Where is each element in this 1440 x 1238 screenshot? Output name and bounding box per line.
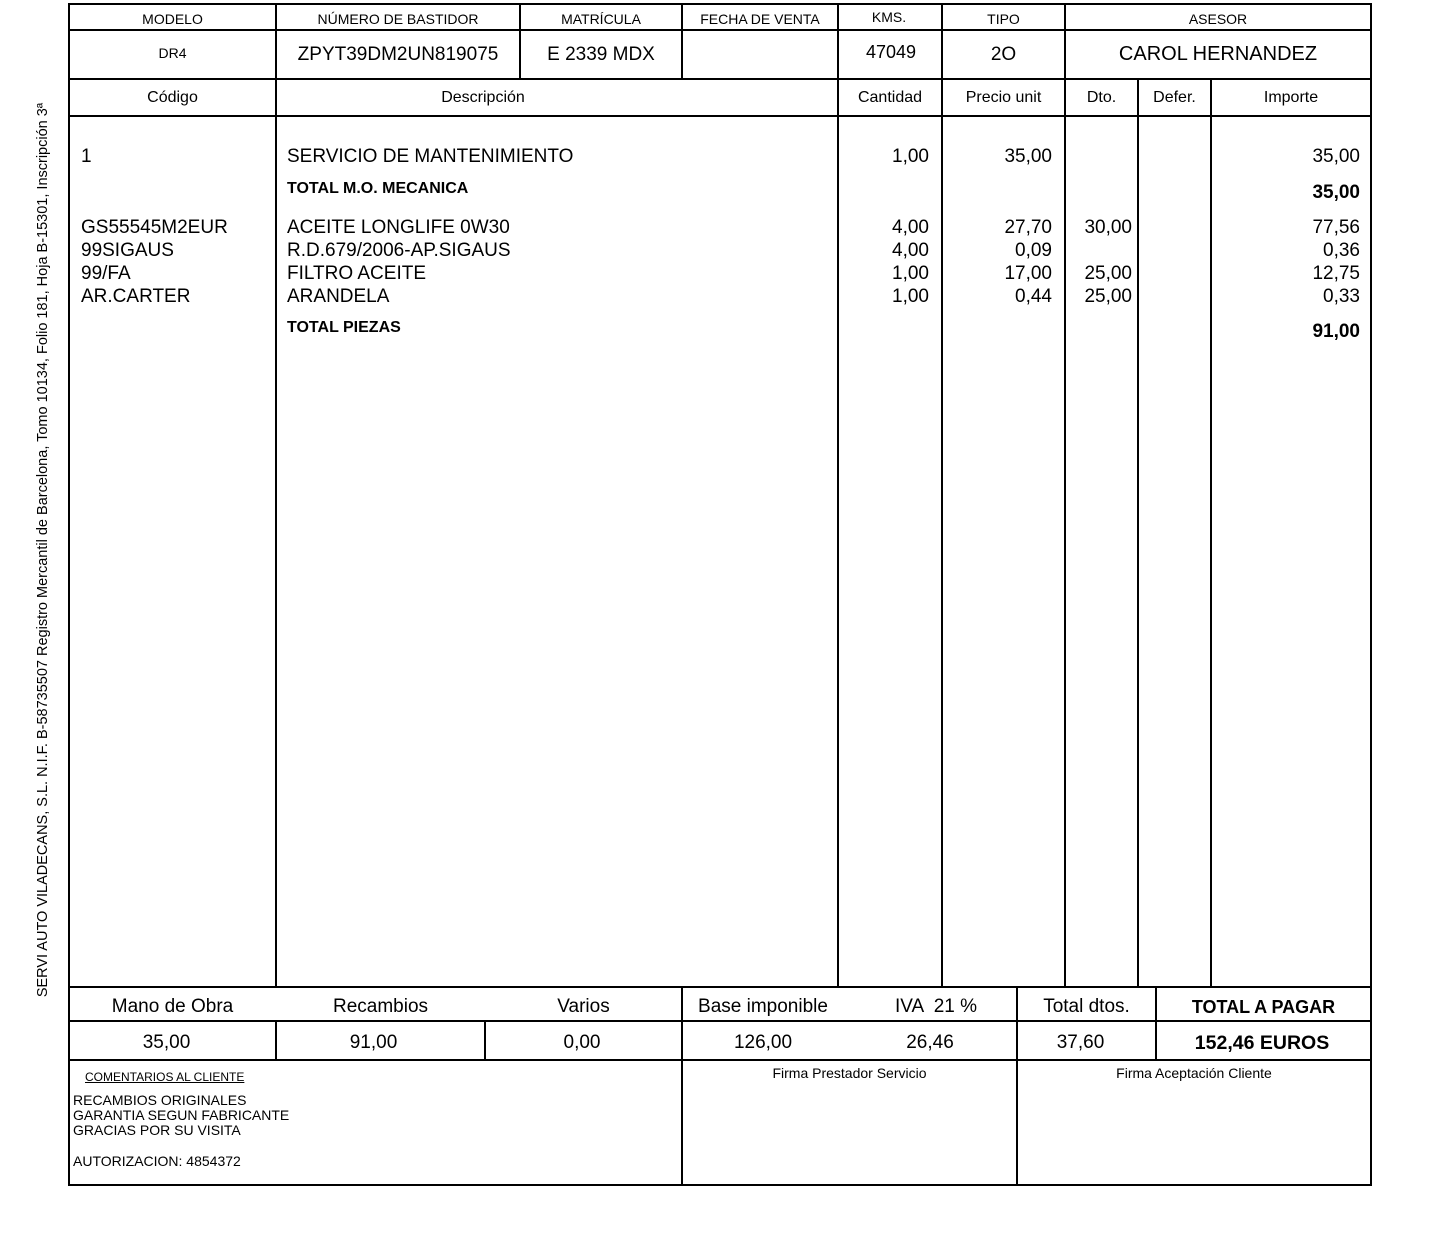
- line-descripcion: FILTRO ACEITE: [287, 263, 427, 284]
- total-dtos-value: 37,60: [1056, 1032, 1105, 1053]
- line-descripcion: SERVICIO DE MANTENIMIENTO: [287, 146, 574, 167]
- line-cantidad: 1,00: [892, 263, 929, 284]
- tipo-header: TIPO: [987, 11, 1020, 27]
- varios-header: Varios: [557, 996, 610, 1017]
- recambios-header: Recambios: [332, 996, 429, 1017]
- line-importe: 35,00: [1312, 146, 1360, 167]
- line-dto: 25,00: [1084, 263, 1132, 284]
- line-descripcion: R.D.679/2006-AP.SIGAUS: [287, 240, 511, 261]
- comment-line: RECAMBIOS ORIGINALES: [73, 1092, 247, 1108]
- iva-header: IVA 21 %: [894, 996, 978, 1017]
- line-precio: 27,70: [1004, 217, 1052, 238]
- labor-total-value: 35,00: [1312, 182, 1360, 203]
- fecha-venta-header: FECHA DE VENTA: [700, 11, 820, 27]
- line-codigo: 99SIGAUS: [81, 240, 174, 261]
- line-codigo: AR.CARTER: [81, 286, 191, 307]
- line-codigo: 99/FA: [81, 263, 131, 284]
- authorization-code: AUTORIZACION: 4854372: [73, 1153, 241, 1169]
- base-imponible-header: Base imponible: [698, 996, 828, 1017]
- line-descripcion: ACEITE LONGLIFE 0W30: [287, 217, 510, 238]
- comments-list: [73, 1093, 289, 1138]
- base-imponible-value: 126,00: [733, 1032, 793, 1053]
- kms-value: 47049: [865, 42, 917, 62]
- firma-prestador-label: Firma Prestador Servicio: [772, 1065, 927, 1081]
- tipo-value: 2O: [990, 44, 1017, 65]
- cantidad-header: Cantidad: [857, 89, 923, 106]
- mano-obra-header: Mano de Obra: [111, 996, 234, 1017]
- line-precio: 0,44: [1015, 286, 1052, 307]
- firma-cliente-label: Firma Aceptación Cliente: [1116, 1065, 1272, 1081]
- matricula-header: MATRÍCULA: [561, 11, 641, 27]
- importe-header: Importe: [1263, 89, 1319, 106]
- comment-line: GARANTIA SEGUN FABRICANTE: [73, 1107, 290, 1123]
- line-cantidad: 1,00: [892, 286, 929, 307]
- line-cantidad: 4,00: [892, 240, 929, 261]
- mano-obra-value: 35,00: [142, 1032, 191, 1053]
- line-dto: 25,00: [1084, 286, 1132, 307]
- comments-title: COMENTARIOS AL CLIENTE: [85, 1070, 245, 1084]
- bastidor-value: ZPYT39DM2UN819075: [297, 44, 499, 65]
- line-cantidad: 4,00: [892, 217, 929, 238]
- line-precio: 17,00: [1004, 263, 1052, 284]
- recambios-value: 91,00: [349, 1032, 398, 1053]
- asesor-header: ASESOR: [1188, 11, 1248, 27]
- varios-value: 0,00: [563, 1032, 601, 1053]
- total-pagar-value: 152,46 EUROS: [1194, 1032, 1330, 1054]
- line-dto: 30,00: [1084, 217, 1132, 238]
- line-importe: 12,75: [1312, 263, 1360, 284]
- total-dtos-header: Total dtos.: [1043, 996, 1130, 1017]
- modelo-header: MODELO: [142, 11, 203, 27]
- labor-total-label: TOTAL M.O. MECANICA: [287, 180, 469, 197]
- precio-header: Precio unit: [965, 89, 1042, 106]
- codigo-header: Código: [147, 89, 198, 106]
- line-codigo: GS55545M2EUR: [81, 217, 228, 238]
- kms-header: KMS.: [871, 9, 907, 25]
- asesor-value: CAROL HERNANDEZ: [1118, 43, 1318, 65]
- line-precio: 0,09: [1015, 240, 1052, 261]
- parts-total-value: 91,00: [1312, 321, 1360, 342]
- line-importe: 0,33: [1323, 286, 1360, 307]
- defer-header: Defer.: [1153, 89, 1196, 106]
- parts-total-label: TOTAL PIEZAS: [287, 319, 401, 336]
- total-pagar-header: TOTAL A PAGAR: [1191, 997, 1336, 1017]
- matricula-value: E 2339 MDX: [547, 44, 655, 65]
- bastidor-header: NÚMERO DE BASTIDOR: [317, 11, 479, 27]
- dto-header: Dto.: [1086, 89, 1117, 106]
- line-codigo: 1: [81, 146, 92, 167]
- line-descripcion: ARANDELA: [287, 286, 390, 307]
- descripcion-header: Descripción: [441, 89, 525, 106]
- line-precio: 35,00: [1004, 146, 1052, 167]
- line-cantidad: 1,00: [892, 146, 929, 167]
- iva-value: 26,46: [906, 1032, 954, 1053]
- modelo-value: DR4: [158, 45, 187, 61]
- line-importe: 77,56: [1312, 217, 1360, 238]
- comment-line: GRACIAS POR SU VISITA: [73, 1122, 241, 1138]
- line-importe: 0,36: [1323, 240, 1360, 261]
